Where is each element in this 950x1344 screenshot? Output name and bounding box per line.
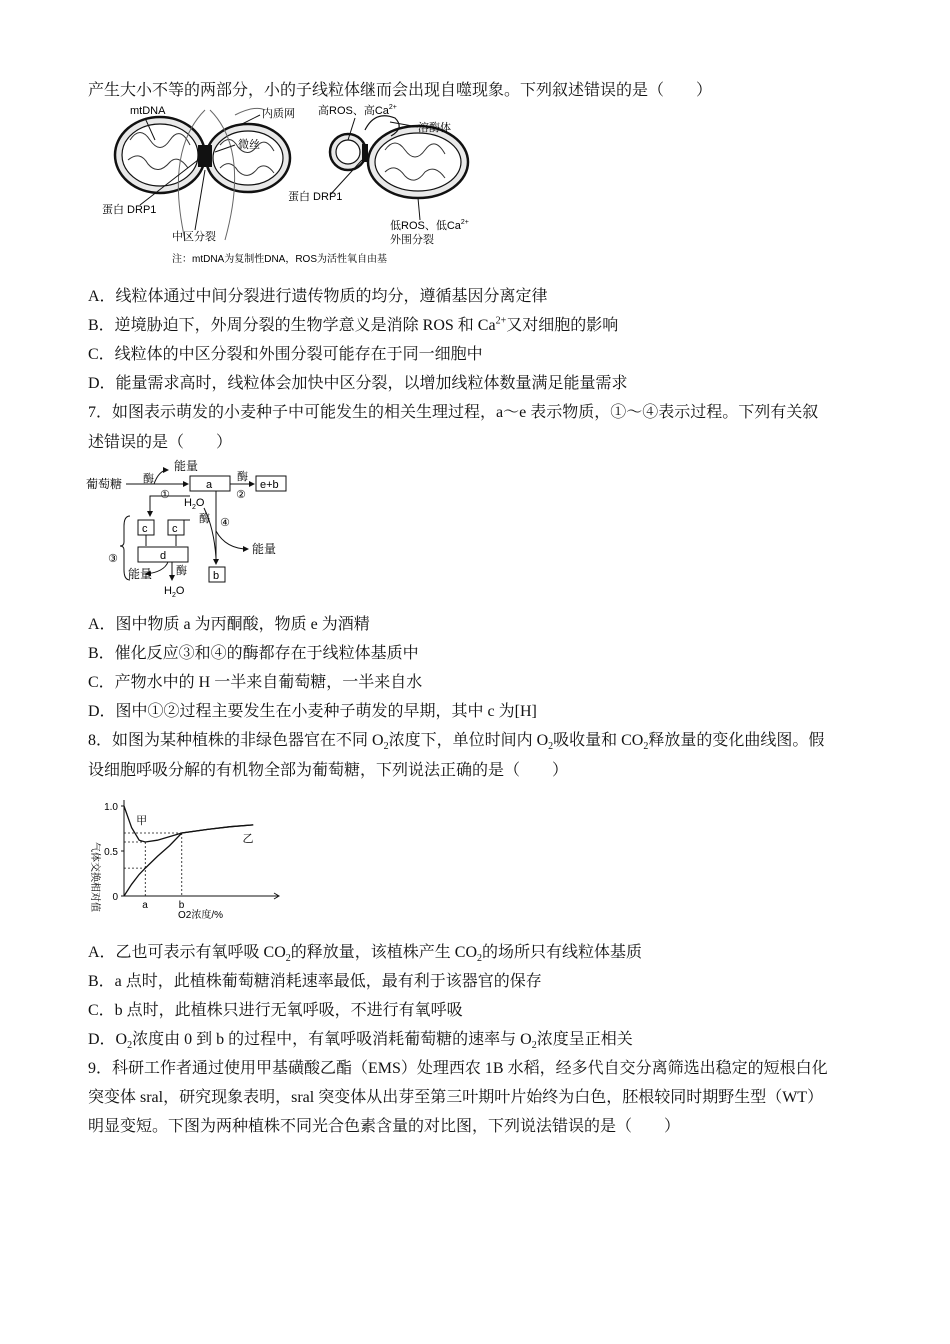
q8-option-a-part1: A．乙也可表示有氧呼吸 CO xyxy=(88,944,286,961)
q8-option-d-part1: D．O xyxy=(88,1031,128,1048)
q7-stem-line1: 7．如图表示萌发的小麦种子中可能发生的相关生理过程，a～e 表示物质，①～④表示过程。下列有关叙 xyxy=(88,404,819,421)
q7-h2o-in-o: O xyxy=(195,497,205,509)
q7-process-diagram xyxy=(86,456,306,601)
q6-mitochondria-figure xyxy=(100,100,480,270)
q8-option-a-sub2: 2 xyxy=(477,953,483,965)
q7-option-a[interactable]: A．图中物质 a 为丙酮酸，物质 e 为酒精 xyxy=(88,616,370,633)
series-label-yi: 乙 xyxy=(242,833,254,845)
q7-enzyme-3: 酶 xyxy=(176,565,187,577)
q7-box-eb: e+b xyxy=(260,479,279,491)
q6-intro-tail: 产生大小不等的两部分，小的子线粒体继而会出现自噬现象。下列叙述错误的是（ ） xyxy=(88,82,713,99)
central-division-diagram xyxy=(115,108,290,240)
q7-box-b: b xyxy=(213,570,220,582)
q7-h2o-in-h: H xyxy=(184,497,192,509)
q9-line2: 突变体 sral，研究现象表明，sral 突变体从出芽至第三叶期叶片始终为白色，胚根较同时期野生型（WT） xyxy=(88,1089,824,1106)
q8-option-d-sub1: 2 xyxy=(127,1040,133,1052)
x-axis-label: O2浓度/% xyxy=(178,910,224,921)
q7-option-d[interactable]: D．图中①②过程主要发生在小麦种子萌发的早期，其中 c 为[H] xyxy=(88,703,537,720)
q8-option-a[interactable] xyxy=(88,942,642,964)
label-drp1-right: 蛋白 DRP1 xyxy=(288,191,343,203)
q7-enzyme-1: 酶 xyxy=(143,473,154,485)
y-tick-label: 0 xyxy=(112,892,118,903)
q8-stem-line2: 设细胞呼吸分解的有机物全部为葡萄糖，下列说法正确的是（ ） xyxy=(88,762,569,779)
q6-option-b-tail: 又对细胞的影响 xyxy=(506,317,619,334)
q8-option-a-part2: 的释放量，该植株产生 CO xyxy=(290,944,478,961)
q6-option-b-text: B．逆境胁迫下，外周分裂的生物学意义是消除 ROS 和 Ca xyxy=(88,317,496,334)
q7-option-b[interactable]: B．催化反应③和④的酶都存在于线粒体基质中 xyxy=(88,645,419,662)
label-low-ros-ca xyxy=(390,219,469,232)
q7-box-d: d xyxy=(160,550,167,562)
q6-option-c[interactable]: C．线粒体的中区分裂和外围分裂可能存在于同一细胞中 xyxy=(88,346,483,363)
q8-option-a-part3: 的场所只有线粒体基质 xyxy=(482,944,643,961)
q6-option-a[interactable]: A．线粒体通过中间分裂进行遗传物质的均分，遵循基因分离定律 xyxy=(88,288,548,305)
q6-option-b-sup: 2+ xyxy=(495,315,507,327)
q7-energy-3: 能量 xyxy=(128,567,153,581)
q7-energy-4: 能量 xyxy=(252,542,277,556)
label-high-ros-ca xyxy=(318,103,397,117)
q7-h2o-out-o: O xyxy=(175,585,185,597)
label-high-ros-ca-sup: 2+ xyxy=(388,104,397,111)
label-peripheral-division: 外围分裂 xyxy=(390,234,434,246)
q7-h2o-out-sub: 2 xyxy=(171,592,176,599)
q7-box-c1: c xyxy=(142,523,148,535)
q7-glucose: 葡萄糖 xyxy=(86,477,123,491)
q9-line1: 9．科研工作者通过使用甲基磺酸乙酯（EMS）处理西农 1B 水稻，经多代自交分离筛选出稳定的短根白化 xyxy=(88,1060,828,1077)
q8-stem-part1: 8．如图为某种植株的非绿色器官在不同 O xyxy=(88,732,384,749)
q6-figure-note: 注：mtDNA为复制性DNA，ROS为活性氧自由基 xyxy=(172,254,388,265)
y-axis-label: 气体交换相对值 xyxy=(89,842,100,912)
y-tick-label: 0.5 xyxy=(104,847,118,858)
y-tick-label: 1.0 xyxy=(104,802,118,813)
q8-option-a-sub1: 2 xyxy=(285,953,291,965)
q8-stem-sub3: 2 xyxy=(643,741,649,753)
q8-gas-exchange-chart xyxy=(86,796,286,926)
q8-option-d-part3: 浓度呈正相关 xyxy=(536,1031,633,1048)
q9-line3: 明显变短。下图为两种植株不同光合色素含量的对比图，下列说法错误的是（ ） xyxy=(88,1118,681,1135)
q7-h2o-out xyxy=(164,585,185,599)
label-low-ros-ca-sup: 2+ xyxy=(460,219,469,226)
label-er: 内质网 xyxy=(262,108,295,120)
q6-option-b[interactable] xyxy=(88,315,618,337)
q7-step-3: ③ xyxy=(108,553,118,565)
q7-box-c2: c xyxy=(172,523,178,535)
q8-stem-part2: 浓度下，单位时间内 O xyxy=(388,732,549,749)
q7-step-1: ① xyxy=(160,489,170,501)
q7-h2o-in-sub: 2 xyxy=(191,504,196,511)
q7-stem-line2: 述错误的是（ ） xyxy=(88,434,233,451)
series-line-yi xyxy=(124,825,253,896)
q8-option-c[interactable]: C．b 点时，此植株只进行无氧呼吸，不进行有氧呼吸 xyxy=(88,1002,463,1019)
q7-box-a: a xyxy=(206,479,213,491)
q7-enzyme-4: 酶 xyxy=(199,513,210,525)
q8-option-d-sub2: 2 xyxy=(531,1040,537,1052)
label-central-division: 中区分裂 xyxy=(172,231,216,243)
q6-option-d[interactable]: D．能量需求高时，线粒体会加快中区分裂，以增加线粒体数量满足能量需求 xyxy=(88,375,628,392)
q7-step-4: ④ xyxy=(220,517,230,529)
x-tick-label-b: b xyxy=(178,900,185,911)
q8-option-d[interactable] xyxy=(88,1029,633,1051)
q8-option-b[interactable]: B．a 点时，此植株葡萄糖消耗速率最低，最有利于该器官的保存 xyxy=(88,973,542,990)
series-label-jia: 甲 xyxy=(136,815,148,827)
q7-enzyme-2: 酶 xyxy=(237,471,248,483)
q7-h2o-in xyxy=(184,497,205,511)
q8-option-d-part2: 浓度由 0 到 b 的过程中，有氧呼吸消耗葡萄糖的速率与 O xyxy=(132,1031,532,1048)
q8-stem-part3: 吸收量和 CO xyxy=(553,732,644,749)
q8-stem-sub2: 2 xyxy=(548,741,554,753)
q7-step-2: ② xyxy=(236,489,246,501)
label-lysosome: 溶酶体 xyxy=(418,122,451,134)
q7-h2o-out-h: H xyxy=(164,585,172,597)
q8-stem-sub1: 2 xyxy=(383,741,389,753)
q7-option-c[interactable]: C．产物水中的 H 一半来自葡萄糖，一半来自水 xyxy=(88,674,423,691)
label-microfilament: 微丝 xyxy=(238,139,260,151)
label-mtdna: mtDNA xyxy=(130,105,166,117)
x-tick-label-a: a xyxy=(142,900,148,911)
q7-energy-1: 能量 xyxy=(174,459,199,473)
label-high-ros-ca-text: 高ROS、高Ca xyxy=(318,105,389,117)
q8-stem-line1 xyxy=(88,730,878,752)
label-low-ros-ca-text: 低ROS、低Ca xyxy=(390,220,461,232)
label-drp1-left: 蛋白 DRP1 xyxy=(102,204,157,216)
q8-stem-part4: 释放量的变化曲线图。假 xyxy=(648,732,825,749)
